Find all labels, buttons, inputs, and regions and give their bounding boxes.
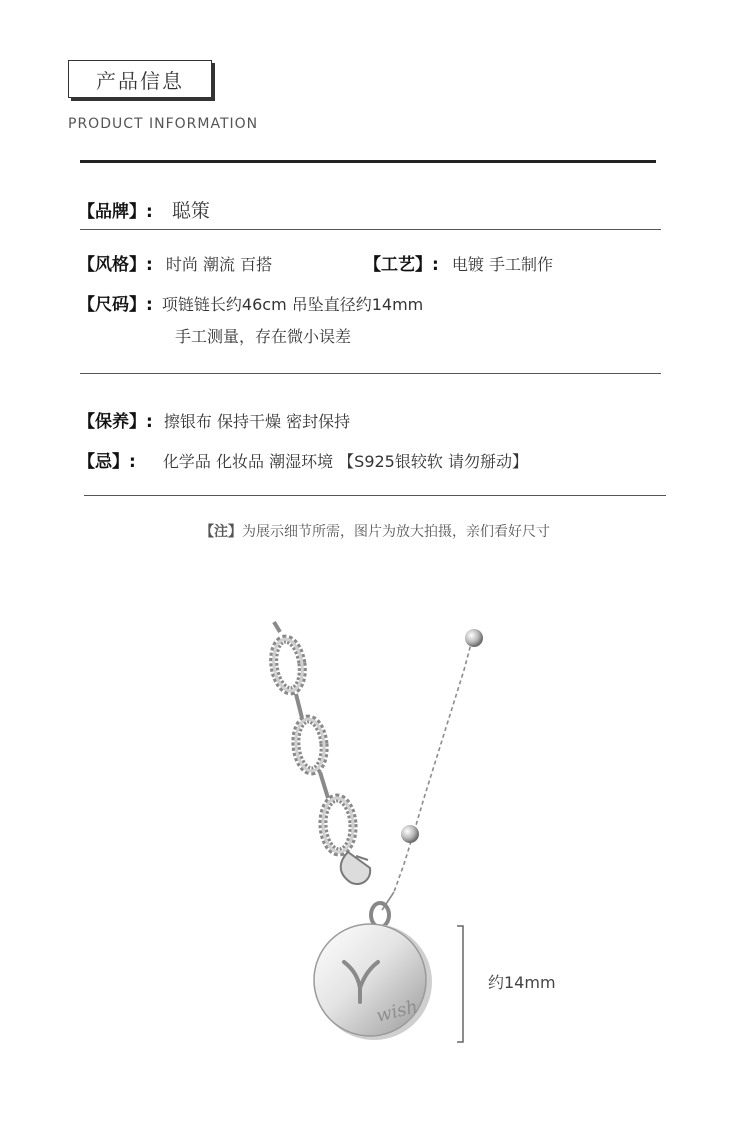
- style-key: 【风格】:: [78, 255, 153, 275]
- avoid-row: [78, 447, 528, 472]
- craft-row: [364, 250, 553, 275]
- dimension-label: 约14mm: [488, 973, 556, 992]
- lobster-clasp: [341, 852, 370, 884]
- craft-key: 【工艺】:: [364, 255, 439, 275]
- note-prefix: 【注】: [200, 524, 242, 540]
- section-subtitle: PRODUCT INFORMATION: [68, 116, 259, 132]
- size-value-2: 手工测量，存在微小误差: [175, 327, 352, 346]
- fine-chain: [382, 640, 472, 910]
- end-bead: [465, 629, 483, 647]
- section-title: 产品信息: [96, 68, 184, 93]
- care-key: 【保养】:: [78, 412, 153, 432]
- pendant-engraving: wish: [374, 996, 420, 1027]
- dimension-bracket: [455, 924, 469, 1046]
- brand-value: 聪策: [171, 200, 210, 222]
- size-key: 【尺码】:: [78, 295, 153, 315]
- avoid-key: 【忌】:: [78, 452, 136, 472]
- care-row: [78, 407, 350, 432]
- chain-bead: [401, 825, 419, 843]
- brand-row: [78, 196, 210, 223]
- avoid-value: 化学品 化妆品 潮湿环境 【S925银较软 请勿掰动】: [162, 452, 528, 471]
- disc-pendant: [314, 924, 432, 1040]
- craft-value: 电镀 手工制作: [451, 255, 553, 274]
- style-row: [78, 250, 272, 275]
- section-title-box: [68, 60, 212, 98]
- size-value-1: 项链链长约46cm 吊坠直径约14mm: [161, 295, 424, 314]
- brand-key: 【品牌】:: [78, 202, 153, 222]
- size-row: [78, 290, 423, 315]
- style-value: 时尚 潮流 百搭: [165, 255, 273, 274]
- oval-link-chain: [271, 622, 355, 853]
- divider-1: [80, 229, 661, 230]
- header-divider: [80, 160, 656, 163]
- care-value: 擦银布 保持干燥 密封保持: [163, 412, 351, 431]
- note-text: 为展示细节所需，图片为放大拍摄，亲们看好尺寸: [242, 524, 550, 540]
- divider-2: [80, 373, 661, 374]
- divider-3: [84, 495, 666, 496]
- note-line: [0, 521, 750, 541]
